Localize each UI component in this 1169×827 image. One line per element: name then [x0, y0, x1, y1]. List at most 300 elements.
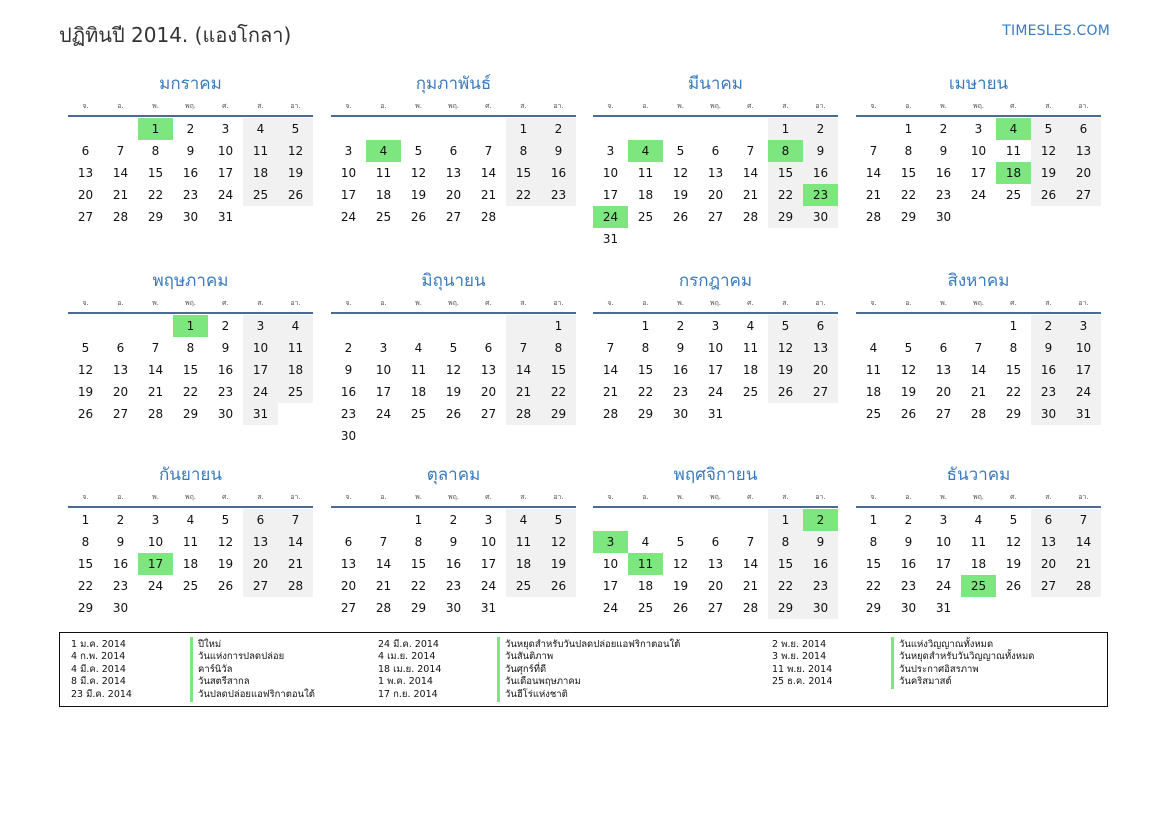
day-cell: 6 [1066, 118, 1101, 140]
day-cell: 17 [1066, 359, 1101, 381]
day-cell: 29 [541, 403, 576, 425]
day-cell: 23 [112, 579, 129, 593]
day-cell: 12 [672, 166, 689, 180]
day-cell: 27 [112, 407, 129, 421]
day-cell: 17 [970, 166, 987, 180]
empty-day [436, 315, 471, 337]
day-grid [593, 509, 838, 619]
weekday-label: ส. [520, 102, 527, 110]
day-cell: 2 [939, 122, 948, 136]
weekday-label: ส. [257, 493, 264, 501]
day-cell: 23 [445, 579, 462, 593]
day-cell: 31 [480, 601, 497, 615]
day-cell: 27 [707, 210, 724, 224]
day-cell: 10 [1066, 337, 1101, 359]
day-cell: 18 [243, 162, 278, 184]
divider [331, 115, 576, 117]
day-cell: 26 [445, 407, 462, 421]
day-cell: 20 [1066, 162, 1101, 184]
weekday-label: อ. [380, 102, 387, 110]
month-name: เมษายน [948, 74, 1009, 94]
day-cell: 19 [768, 359, 803, 381]
day-cell: 16 [900, 557, 917, 571]
day-cell: 16 [672, 363, 689, 377]
day-cell: 5 [278, 118, 313, 140]
legend-holiday-name: วันแห่งวิญญาณทั้งหมด [891, 637, 993, 652]
day-cell: 21 [375, 579, 392, 593]
day-cell: 28 [480, 210, 497, 224]
day-cell: 1 [641, 319, 650, 333]
empty-day [331, 118, 366, 140]
day-cell: 29 [77, 601, 94, 615]
holiday-day: 18 [996, 162, 1031, 184]
day-cell: 14 [506, 359, 541, 381]
legend-row [378, 688, 680, 701]
day-grid [593, 118, 838, 250]
weekday-label: อ. [905, 299, 912, 307]
month-name: มีนาคม [688, 74, 743, 94]
day-cell: 9 [541, 140, 576, 162]
day-cell: 18 [182, 557, 199, 571]
month-name: กันยายน [158, 465, 222, 485]
month-calendar [68, 463, 313, 619]
day-cell: 5 [1031, 118, 1066, 140]
day-cell: 25 [637, 210, 654, 224]
day-cell: 26 [217, 579, 234, 593]
weekday-label: พฤ. [709, 102, 722, 110]
day-cell: 14 [970, 363, 987, 377]
day-cell: 25 [506, 575, 541, 597]
day-cell: 11 [278, 337, 313, 359]
day-cell: 28 [112, 210, 129, 224]
day-cell: 30 [935, 210, 952, 224]
day-cell: 9 [344, 363, 353, 377]
day-cell: 24 [602, 601, 619, 615]
weekday-header [331, 296, 576, 310]
day-grid [68, 509, 313, 619]
day-cell: 30 [1031, 403, 1066, 425]
empty-day [103, 315, 138, 337]
day-cell: 17 [602, 579, 619, 593]
day-cell: 2 [186, 122, 195, 136]
day-cell: 5 [449, 341, 458, 355]
holiday-legend [59, 632, 1108, 707]
month-name: กรกฎาคม [678, 271, 753, 291]
day-cell: 25 [182, 579, 199, 593]
day-cell: 23 [803, 575, 838, 597]
day-cell: 1 [869, 513, 878, 527]
day-cell: 3 [243, 315, 278, 337]
day-cell: 16 [340, 385, 357, 399]
weekday-label: จ. [607, 102, 614, 110]
day-cell: 3 [379, 341, 388, 355]
day-cell: 14 [278, 531, 313, 553]
day-cell: 16 [445, 557, 462, 571]
day-cell: 9 [904, 535, 913, 549]
holiday-day: 11 [628, 553, 663, 575]
empty-day [103, 118, 138, 140]
day-cell: 31 [217, 210, 234, 224]
day-cell: 30 [112, 601, 129, 615]
weekday-label: ส. [782, 102, 789, 110]
day-cell: 28 [742, 601, 759, 615]
day-cell: 27 [480, 407, 497, 421]
day-cell: 26 [1031, 184, 1066, 206]
day-cell: 14 [480, 166, 497, 180]
day-cell: 5 [541, 509, 576, 531]
day-cell: 27 [935, 407, 952, 421]
day-cell: 29 [768, 597, 803, 619]
day-cell: 4 [869, 341, 878, 355]
day-cell: 10 [707, 341, 724, 355]
day-cell: 25 [742, 385, 759, 399]
day-cell: 7 [606, 341, 615, 355]
day-cell: 3 [974, 122, 983, 136]
day-cell: 26 [278, 184, 313, 206]
day-cell: 11 [1005, 144, 1022, 158]
day-cell: 28 [1066, 575, 1101, 597]
day-cell: 11 [182, 535, 199, 549]
day-cell: 15 [77, 557, 94, 571]
month-calendar [593, 463, 838, 619]
month-calendar [593, 269, 838, 425]
day-cell: 10 [935, 535, 952, 549]
day-cell: 10 [147, 535, 164, 549]
day-cell: 24 [480, 579, 497, 593]
day-grid [856, 315, 1101, 425]
divider [68, 312, 313, 314]
day-cell: 12 [217, 535, 234, 549]
day-cell: 13 [803, 337, 838, 359]
day-grid [331, 509, 576, 619]
day-cell: 24 [340, 210, 357, 224]
weekday-label: อ. [642, 299, 649, 307]
day-cell: 23 [900, 579, 917, 593]
day-cell: 18 [970, 557, 987, 571]
empty-day [628, 118, 663, 140]
month-calendar [856, 72, 1101, 228]
day-cell: 29 [410, 601, 427, 615]
day-cell: 1 [904, 122, 913, 136]
day-cell: 29 [865, 601, 882, 615]
weekday-label: จ. [345, 102, 352, 110]
day-cell: 31 [243, 403, 278, 425]
day-cell: 23 [935, 188, 952, 202]
empty-day [506, 315, 541, 337]
empty-day [331, 509, 366, 531]
day-cell: 28 [278, 575, 313, 597]
month-name: พฤษภาคม [152, 271, 229, 291]
day-cell: 27 [445, 210, 462, 224]
day-cell: 11 [970, 535, 987, 549]
weekday-label: พ. [940, 493, 947, 501]
day-cell: 6 [116, 341, 125, 355]
divider [856, 506, 1101, 508]
day-cell: 2 [676, 319, 685, 333]
day-cell: 29 [182, 407, 199, 421]
weekday-label: พฤ. [709, 493, 722, 501]
day-cell: 18 [410, 385, 427, 399]
month-name: พฤศจิกายน [673, 465, 758, 485]
day-cell: 22 [637, 385, 654, 399]
day-cell: 26 [541, 575, 576, 597]
day-cell: 15 [768, 553, 803, 575]
day-cell: 4 [974, 513, 983, 527]
day-cell: 28 [742, 210, 759, 224]
day-cell: 21 [112, 188, 129, 202]
empty-day [331, 315, 366, 337]
day-cell: 18 [865, 385, 882, 399]
weekday-header [68, 490, 313, 504]
day-cell: 16 [541, 162, 576, 184]
day-cell: 3 [939, 513, 948, 527]
day-cell: 12 [1031, 140, 1066, 162]
empty-day [68, 118, 103, 140]
legend-holiday-name: วันคริสมาสต์ [891, 674, 952, 689]
empty-day [138, 315, 173, 337]
day-cell: 21 [865, 188, 882, 202]
day-cell: 21 [147, 385, 164, 399]
day-cell: 1 [81, 513, 90, 527]
day-cell: 30 [803, 597, 838, 619]
day-cell: 1 [541, 315, 576, 337]
legend-date: 2 พ.ย. 2014 [772, 638, 827, 650]
day-cell: 16 [935, 166, 952, 180]
day-cell: 7 [746, 144, 755, 158]
weekday-label: จ. [870, 493, 877, 501]
day-cell: 27 [1066, 184, 1101, 206]
weekday-label: จ. [870, 299, 877, 307]
weekday-label: ศ. [222, 102, 229, 110]
day-cell: 3 [344, 144, 353, 158]
divider [593, 312, 838, 314]
divider [331, 506, 576, 508]
weekday-label: พ. [677, 299, 684, 307]
day-cell: 22 [410, 579, 427, 593]
day-cell: 30 [900, 601, 917, 615]
weekday-header [593, 296, 838, 310]
legend-column [71, 638, 315, 701]
day-cell: 30 [340, 429, 357, 443]
weekday-label: พ. [152, 299, 159, 307]
day-cell: 12 [672, 557, 689, 571]
divider [593, 506, 838, 508]
weekday-label: อ. [380, 493, 387, 501]
day-cell: 16 [217, 363, 234, 377]
weekday-label: ศ. [747, 299, 754, 307]
day-cell: 11 [742, 341, 759, 355]
weekday-label: ส. [257, 299, 264, 307]
day-cell: 15 [1005, 363, 1022, 377]
day-cell: 26 [410, 210, 427, 224]
day-cell: 1 [1009, 319, 1018, 333]
day-cell: 30 [672, 407, 689, 421]
legend-holiday-name: วันหยุดสำหรับวันปลดปล่อยแอฟริกาตอนใต้ [497, 637, 680, 652]
day-cell: 14 [742, 166, 759, 180]
day-cell: 18 [742, 363, 759, 377]
legend-holiday-name: คาร์นิวัล [190, 662, 232, 677]
day-cell: 6 [711, 144, 720, 158]
weekday-label: อ. [117, 493, 124, 501]
day-cell: 19 [541, 553, 576, 575]
day-cell: 14 [375, 557, 392, 571]
day-cell: 20 [112, 385, 129, 399]
weekday-label: พฤ. [972, 299, 985, 307]
day-cell: 25 [637, 601, 654, 615]
weekday-label: พ. [152, 493, 159, 501]
day-cell: 15 [865, 557, 882, 571]
day-cell: 25 [375, 210, 392, 224]
weekday-label: พ. [677, 493, 684, 501]
empty-day [68, 315, 103, 337]
day-cell: 27 [77, 210, 94, 224]
day-cell: 18 [506, 553, 541, 575]
legend-column [772, 638, 1034, 688]
weekday-label: พฤ. [447, 299, 460, 307]
day-cell: 12 [410, 166, 427, 180]
day-cell: 20 [1031, 553, 1066, 575]
day-cell: 29 [768, 206, 803, 228]
legend-date: 4 เม.ย. 2014 [378, 651, 436, 663]
divider [856, 115, 1101, 117]
day-cell: 22 [182, 385, 199, 399]
day-grid [331, 315, 576, 447]
legend-date: 18 เม.ย. 2014 [378, 663, 442, 675]
day-cell: 9 [803, 531, 838, 553]
weekday-label: อ. [642, 493, 649, 501]
legend-date: 11 พ.ย. 2014 [772, 663, 833, 675]
day-grid [856, 118, 1101, 228]
day-cell: 28 [865, 210, 882, 224]
day-cell: 7 [506, 337, 541, 359]
day-cell: 5 [414, 144, 423, 158]
legend-holiday-name: วันฮีโร่แห่งชาติ [497, 687, 568, 702]
day-cell: 6 [243, 509, 278, 531]
day-cell: 16 [803, 553, 838, 575]
day-cell: 30 [803, 206, 838, 228]
day-cell: 6 [81, 144, 90, 158]
day-cell: 20 [480, 385, 497, 399]
weekday-label: พฤ. [447, 102, 460, 110]
legend-date: 24 มี.ค. 2014 [378, 638, 439, 650]
weekday-label: อ. [117, 299, 124, 307]
legend-row [71, 688, 315, 701]
day-cell: 11 [506, 531, 541, 553]
legend-date: 23 มี.ค. 2014 [71, 688, 132, 700]
month-calendar [593, 72, 838, 250]
weekday-label: พฤ. [709, 299, 722, 307]
day-cell: 6 [803, 315, 838, 337]
weekday-label: พ. [677, 102, 684, 110]
legend-holiday-name: วันแห่งการปลดปล่อย [190, 649, 284, 664]
day-cell: 15 [410, 557, 427, 571]
day-cell: 19 [410, 188, 427, 202]
weekday-label: อ. [642, 102, 649, 110]
day-cell: 12 [1005, 535, 1022, 549]
day-cell: 15 [541, 359, 576, 381]
day-cell: 3 [1066, 315, 1101, 337]
day-grid [856, 509, 1101, 619]
day-cell: 31 [935, 601, 952, 615]
day-cell: 19 [900, 385, 917, 399]
month-calendar [68, 72, 313, 228]
day-cell: 21 [742, 579, 759, 593]
brand-link[interactable]: TIMESLES.COM [1002, 23, 1110, 39]
empty-day [593, 509, 628, 531]
legend-holiday-name: วันปลดปล่อยแอฟริกาตอนใต้ [190, 687, 315, 702]
day-cell: 20 [707, 579, 724, 593]
day-cell: 20 [340, 579, 357, 593]
weekday-label: พฤ. [184, 493, 197, 501]
day-cell: 7 [151, 341, 160, 355]
divider [593, 115, 838, 117]
day-cell: 5 [768, 315, 803, 337]
weekday-label: ศ. [485, 299, 492, 307]
empty-day [663, 118, 698, 140]
day-cell: 9 [803, 140, 838, 162]
weekday-label: อา. [553, 299, 564, 307]
month-name: มกราคม [159, 74, 222, 94]
day-cell: 15 [147, 166, 164, 180]
day-grid [68, 315, 313, 425]
day-cell: 4 [506, 509, 541, 531]
weekday-header [856, 296, 1101, 310]
day-cell: 6 [939, 341, 948, 355]
day-cell: 10 [480, 535, 497, 549]
weekday-header [856, 490, 1101, 504]
day-cell: 26 [1005, 579, 1022, 593]
weekday-label: พฤ. [184, 102, 197, 110]
legend-holiday-name: ปีใหม่ [190, 637, 221, 652]
day-cell: 20 [445, 188, 462, 202]
day-cell: 17 [340, 188, 357, 202]
weekday-label: อา. [815, 299, 826, 307]
day-cell: 19 [217, 557, 234, 571]
empty-day [733, 509, 768, 531]
legend-date: 17 ก.ย. 2014 [378, 688, 438, 700]
day-cell: 5 [81, 341, 90, 355]
weekday-label: จ. [82, 102, 89, 110]
day-cell: 8 [641, 341, 650, 355]
divider [856, 312, 1101, 314]
day-cell: 22 [865, 579, 882, 593]
day-cell: 9 [116, 535, 125, 549]
day-cell: 20 [803, 359, 838, 381]
day-cell: 8 [1009, 341, 1018, 355]
day-cell: 12 [768, 337, 803, 359]
day-cell: 5 [221, 513, 230, 527]
empty-day [471, 315, 506, 337]
weekday-header [856, 99, 1101, 113]
day-cell: 17 [935, 557, 952, 571]
day-cell: 31 [1066, 403, 1101, 425]
weekday-label: อา. [1078, 102, 1089, 110]
day-cell: 28 [506, 403, 541, 425]
weekday-label: พ. [415, 493, 422, 501]
day-cell: 9 [449, 535, 458, 549]
day-cell: 21 [480, 188, 497, 202]
weekday-label: ศ. [485, 102, 492, 110]
weekday-header [68, 99, 313, 113]
day-cell: 23 [672, 385, 689, 399]
weekday-label: ส. [1045, 493, 1052, 501]
day-cell: 25 [410, 407, 427, 421]
day-cell: 19 [1005, 557, 1022, 571]
day-cell: 17 [602, 188, 619, 202]
day-cell: 14 [1066, 531, 1101, 553]
legend-date: 1 พ.ค. 2014 [378, 676, 433, 688]
day-cell: 2 [904, 513, 913, 527]
